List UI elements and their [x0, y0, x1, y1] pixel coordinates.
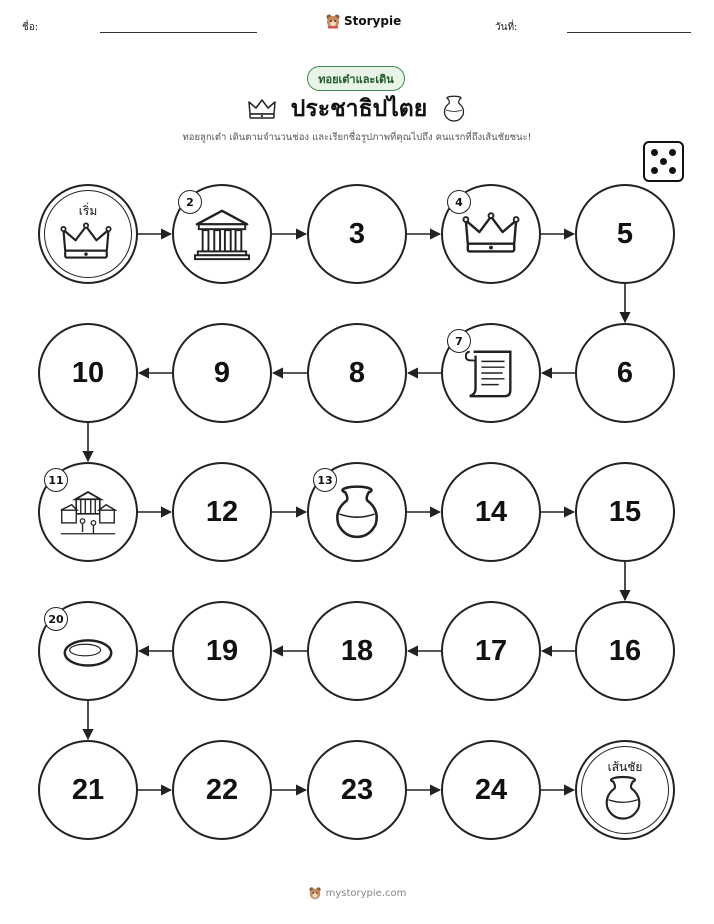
board-space-17: [441, 601, 541, 701]
space-number: 16: [608, 634, 642, 667]
vase-icon: [328, 483, 386, 541]
board-space-4: [441, 184, 541, 284]
board-space-22: [172, 740, 272, 840]
board-space-24: [441, 740, 541, 840]
page-title: ประชาธิปไตย: [290, 96, 428, 122]
board-space-21: [38, 740, 138, 840]
parliament-building-icon: [193, 205, 251, 263]
space-number: 8: [348, 356, 366, 389]
board-space-23: [307, 740, 407, 840]
board-space-3: [307, 184, 407, 284]
board-space-11: [38, 462, 138, 562]
space-number-badge: 7: [447, 329, 471, 353]
footer: [0, 886, 714, 900]
space-number: 24: [474, 773, 508, 806]
board-space-2: [172, 184, 272, 284]
board-space-6: [575, 323, 675, 423]
space-number: 21: [71, 773, 105, 806]
crown-icon: [462, 205, 520, 263]
crown-icon: [60, 218, 112, 270]
board-space-9: [172, 323, 272, 423]
board-space-16: [575, 601, 675, 701]
space-number: 15: [608, 495, 642, 528]
space-number-badge: 13: [313, 468, 337, 492]
date-label: วันที่:: [495, 22, 518, 33]
scroll-document-icon: [462, 344, 520, 402]
board-space-20: [38, 601, 138, 701]
board-space-7: [441, 323, 541, 423]
space-number: 10: [71, 356, 105, 389]
space-number: 12: [205, 495, 239, 528]
space-number: 3: [348, 217, 366, 250]
board-space-18: [307, 601, 407, 701]
board-space-8: [307, 323, 407, 423]
start-label: เริ่ม: [78, 204, 98, 218]
name-label: ชื่อ:: [22, 22, 39, 33]
brand-name: Storypie: [344, 14, 402, 28]
space-number-badge: 11: [44, 468, 68, 492]
board-space-15: [575, 462, 675, 562]
board-space-12: [172, 462, 272, 562]
finish-space: [575, 740, 675, 840]
space-number: 9: [213, 356, 231, 389]
board-space-13: [307, 462, 407, 562]
space-number: 5: [616, 217, 634, 250]
storypie-mascot-icon: [308, 886, 322, 900]
voting-pebble-icon: [59, 622, 117, 680]
board-space-10: [38, 323, 138, 423]
game-type-badge: ทอยเต๋าและเดิน: [307, 66, 405, 91]
space-number: 22: [205, 773, 239, 806]
board-space-19: [172, 601, 272, 701]
start-space: [38, 184, 138, 284]
space-number: 18: [340, 634, 374, 667]
footer-url: mystorypie.com: [325, 887, 407, 899]
board-space-14: [441, 462, 541, 562]
finish-label: เส้นชัย: [607, 760, 643, 774]
space-number: 17: [474, 634, 508, 667]
vase-icon: [597, 774, 649, 826]
space-number: 23: [340, 773, 374, 806]
agora-marketplace-icon: [59, 483, 117, 541]
space-number: 14: [474, 495, 508, 528]
space-number-badge: 2: [178, 190, 202, 214]
instructions: ทอยลูกเต๋า เดินตามจำนวนช่อง และเรียกชื่อรูปภาพที่คุณไปถึง คนแรกที่ถึงเส้นชัยชนะ!: [182, 132, 532, 143]
space-number: 6: [616, 356, 634, 389]
space-number-badge: 4: [447, 190, 471, 214]
space-number-badge: 20: [44, 607, 68, 631]
board-space-5: [575, 184, 675, 284]
space-number: 19: [205, 634, 239, 667]
